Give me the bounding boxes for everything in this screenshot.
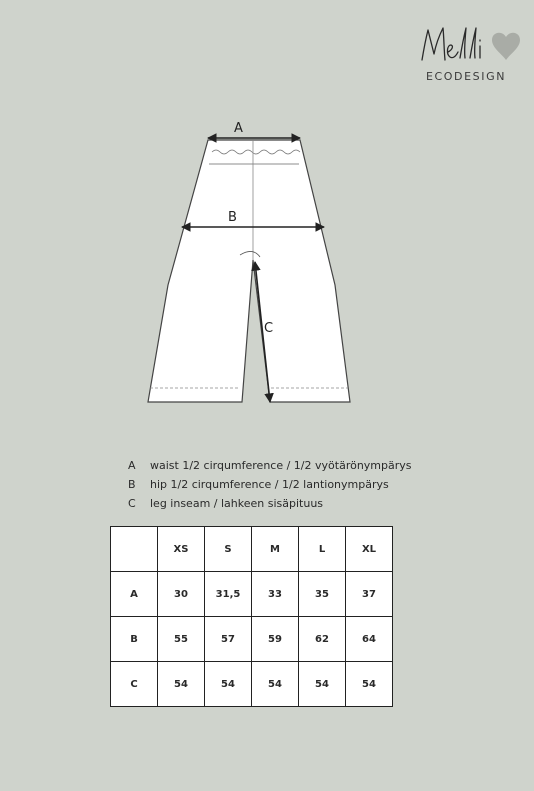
table-cell: 54 <box>346 662 393 707</box>
melli-logo-mark <box>410 20 522 70</box>
table-cell: 54 <box>205 662 252 707</box>
table-cell: 33 <box>252 572 299 617</box>
table-cell: 57 <box>205 617 252 662</box>
row-label: C <box>111 662 158 707</box>
script-wordmark <box>422 28 480 60</box>
table-cell: 31,5 <box>205 572 252 617</box>
brand-logo <box>410 20 522 90</box>
legend-row-a <box>128 456 412 475</box>
table-cell: 54 <box>252 662 299 707</box>
table-cell: 54 <box>299 662 346 707</box>
table-row <box>111 572 393 617</box>
pants-diagram <box>140 110 380 414</box>
measurement-legend <box>128 456 412 513</box>
heart-icon <box>492 33 520 60</box>
table-cell: 62 <box>299 617 346 662</box>
legend-text: hip 1/2 cirqumference / 1/2 lantionympärys <box>150 478 389 491</box>
pants-outline <box>148 140 350 402</box>
table-header-cell: M <box>252 527 299 572</box>
table-header-row <box>111 527 393 572</box>
table-header-cell: XS <box>158 527 205 572</box>
legend-text: waist 1/2 cirqumference / 1/2 vyötärönympärys <box>150 459 412 472</box>
table-cell: 37 <box>346 572 393 617</box>
table-row <box>111 662 393 707</box>
table-header-cell <box>111 527 158 572</box>
legend-text: leg inseam / lahkeen sisäpituus <box>150 497 324 510</box>
label-c: C <box>264 321 274 336</box>
legend-letter: B <box>128 478 136 491</box>
brand-tagline: ECODESIGN <box>425 70 507 83</box>
table-header-cell: L <box>299 527 346 572</box>
size-chart-table <box>110 526 393 707</box>
row-label: A <box>111 572 158 617</box>
table-cell: 64 <box>346 617 393 662</box>
row-label: B <box>111 617 158 662</box>
table-cell: 55 <box>158 617 205 662</box>
legend-row-c <box>128 494 412 513</box>
table-cell: 59 <box>252 617 299 662</box>
table-header-cell: S <box>205 527 252 572</box>
legend-row-b <box>128 475 412 494</box>
table-cell: 30 <box>158 572 205 617</box>
table-header-cell: XL <box>346 527 393 572</box>
legend-letter: C <box>128 497 136 510</box>
table-cell: 54 <box>158 662 205 707</box>
legend-letter: A <box>128 459 136 472</box>
label-a: A <box>234 121 243 136</box>
table-row <box>111 617 393 662</box>
table-cell: 35 <box>299 572 346 617</box>
label-b: B <box>228 210 237 225</box>
